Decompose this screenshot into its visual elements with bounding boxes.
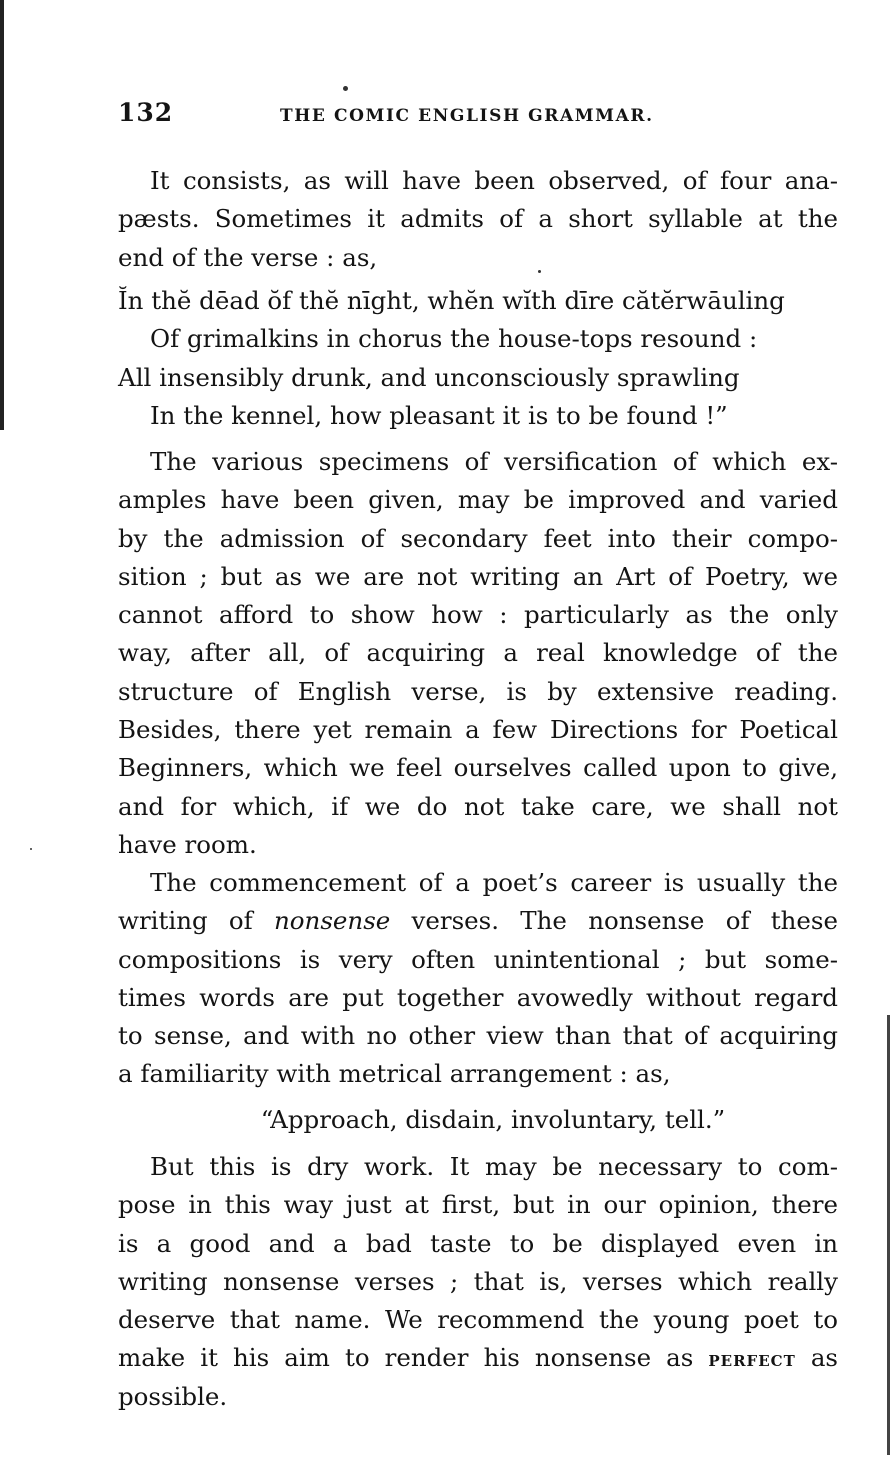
text-line: by the admission of secondary feet into their compo- <box>118 523 838 553</box>
text-line <box>118 902 838 940</box>
paragraph-intro <box>118 162 838 277</box>
verse-line: All insensibly drunk, and unconsciously sprawling <box>118 362 740 392</box>
paragraph-nonsense <box>118 864 838 1094</box>
verse-line: Ĭn thĕ dēad ŏf thĕ nīght, whĕn wĭth dīre cătĕrwāuling <box>118 286 785 315</box>
text-line: sition ; but as we are not writing an Art of Poetry, we <box>118 561 838 591</box>
page-number: 132 <box>118 98 174 127</box>
running-title: THE COMIC ENGLISH GRAMMAR. <box>280 106 654 126</box>
text-segment: make it his aim to render his nonsense as <box>118 1343 709 1373</box>
text-segment: as <box>795 1343 838 1373</box>
text-line: pose in this way just at first, but in our opinion, there <box>118 1190 838 1220</box>
text-line <box>118 1339 838 1377</box>
text-line: have room. <box>118 829 257 859</box>
text-line: deserve that name. We recommend the young poet to <box>118 1305 838 1335</box>
paragraph-versification <box>118 443 838 864</box>
paragraph-advice <box>118 1148 838 1416</box>
text-line: The various specimens of versification of which ex- <box>150 447 838 476</box>
text-line: to sense, and with no other view than that of acquiring <box>118 1021 838 1051</box>
text-line: times words are put together avowedly without regard <box>118 982 838 1012</box>
verse-block <box>118 282 838 435</box>
page-left-edge-shadow <box>0 0 4 430</box>
text-line: and for which, if we do not take care, we shall not <box>118 791 838 821</box>
text-line: It consists, as will have been observed, of four ana- <box>150 166 838 195</box>
text-line: pæsts. Sometimes it admits of a short syllable at the <box>118 204 838 234</box>
text-segment: verses. The nonsense of these <box>390 906 838 936</box>
text-line: cannot afford to show how : particularly as the only <box>118 600 838 630</box>
text-line: way, after all, of acquiring a real knowledge of the <box>118 638 838 668</box>
text-line: amples have been given, may be improved and varied <box>118 485 838 515</box>
text-line: a familiarity with metrical arrangement : as, <box>118 1059 671 1089</box>
page-header <box>118 98 838 138</box>
page-right-edge-shadow <box>887 1015 890 1455</box>
text-line: Besides, there yet remain a few Directions for Poetical <box>118 715 838 745</box>
text-line: possible. <box>118 1381 228 1411</box>
italic-word: nonsense <box>274 906 391 936</box>
quoted-example <box>118 1101 838 1139</box>
text-line: The commencement of a poet’s career is usually the <box>150 868 838 897</box>
quote-line: “Approach, disdain, involuntary, tell.” <box>260 1105 726 1134</box>
small-caps-word: perfect <box>708 1346 796 1373</box>
text-line: structure of English verse, is by extensive reading. <box>118 676 838 706</box>
text-segment: writing of <box>118 906 275 936</box>
text-line: writing nonsense verses ; that is, verses which really <box>118 1266 838 1296</box>
ink-speck <box>343 86 348 91</box>
text-line: is a good and a bad taste to be displayed even in <box>118 1228 838 1258</box>
text-line: compositions is very often unintentional ; but some- <box>118 944 838 974</box>
ink-speck <box>30 848 32 850</box>
text-line: Beginners, which we feel ourselves called upon to give, <box>118 753 838 783</box>
text-line: But this is dry work. It may be necessary to com- <box>150 1152 838 1181</box>
verse-line: In the kennel, how pleasant it is to be found !” <box>150 400 728 430</box>
verse-line: Of grimalkins in chorus the house-tops resound : <box>150 324 758 354</box>
text-line: end of the verse : as, <box>118 242 378 272</box>
